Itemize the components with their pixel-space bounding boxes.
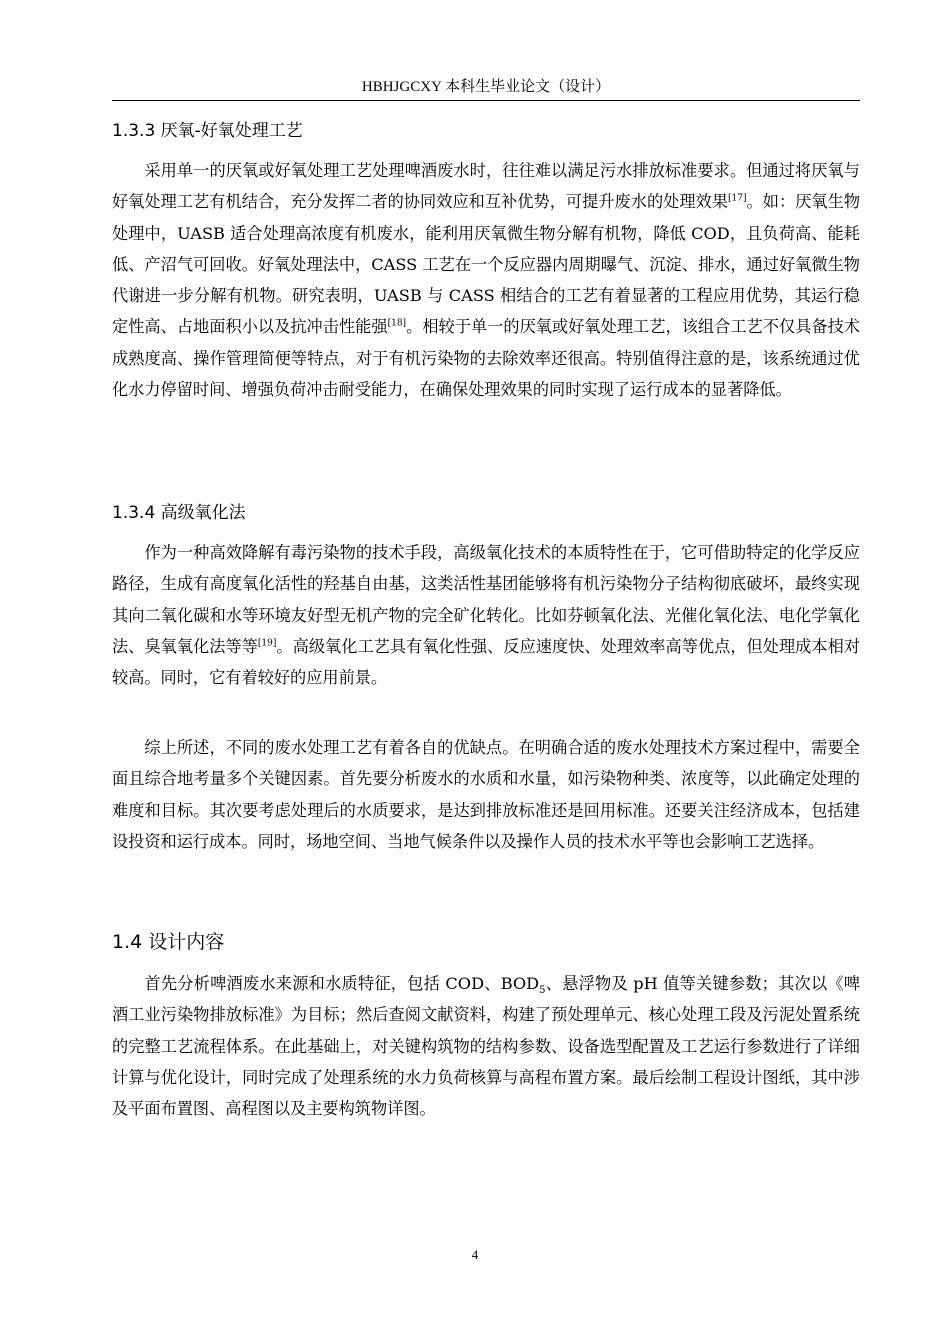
section-heading-1-3-3: 1.3.3 厌氧-好氧处理工艺 [112, 121, 303, 141]
paragraph-text: 。高级氧化工艺具有氧化性强、反应速度快、处理效率高等优点，但处理成本相对较高。同时，它有着较好的应用前景。 [112, 636, 861, 688]
paragraph-advanced-oxidation [112, 537, 860, 693]
paragraph-text: 。相较于单一的厌氧或好氧处理工艺，该组合工艺不仅具备技术成熟度高、操作管理简便等特点，对于有机污染物的去除效率还很高。特别值得注意的是，该系统通过优化水力停留时间、增强负荷冲击耐受能力，在确保处理效果的同时实现了运行成本的显著降低。 [112, 317, 860, 400]
citation-ref: [18] [387, 319, 407, 330]
header-divider [112, 100, 860, 101]
paragraph-text: 、悬浮物及 pH 值等关键参数；其次以《啤酒工业污染物排放标准》为目标；然后查阅文献资料，构建了预处理单元、核心处理工段及污泥处置系统的完整工艺流程体系。在此基础上，对关键构筑物的结构参数、设备选型配置及工艺运行参数进行了详细计算与优化设计，同时完成了处理系统的水力负荷核算与高程布置方案。最后绘制工程设计图纸，其中涉及平面布置图、高程图以及主要构筑物详图。 [112, 974, 860, 1119]
page-number: 4 [471, 1247, 479, 1262]
citation-ref: [17] [728, 193, 747, 204]
paragraph-text: 作为一种高效降解有毒污染物的技术手段，高级氧化技术的本质特性在于，它可借助特定的化学反应路径，生成有高度氧化活性的羟基自由基，这类活性基团能够将有机污染物分子结构彻底破坏，最终实现其向二氧化碳和水等环境友好型无机产物的完全矿化转化。比如芬顿氧化法、光催化氧化法、电化学氧化法、臭氧氧化法等等 [112, 543, 860, 656]
paragraph-text: 首先分析啤酒废水来源和水质特征，包括 COD、BOD [144, 974, 540, 993]
citation-ref: [19] [257, 638, 277, 649]
paragraph-text: 采用单一的厌氧或好氧处理工艺处理啤酒废水时，往往难以满足污水排放标准要求。但通过将厌氧与好氧处理工艺有机结合，充分发挥二者的协同效应和互补优势，可提升废水的处理效果 [112, 161, 860, 212]
paragraph-design-content [112, 968, 860, 1124]
paragraph-summary: 综上所述，不同的废水处理工艺有着各自的优缺点。在明确合适的废水处理技术方案过程中，需要全面且综合地考量多个关键因素。首先要分析废水的水质和水量，如污染物种类、浓度等，以此确定处理的难度和目标。其次要考虑处理后的水质要求，是达到排放标准还是回用标准。还要关注经济成本，包括建设投资和运行成本。同时，场地空间、当地气候条件以及操作人员的技术水平等也会影响工艺选择。 [112, 738, 860, 851]
subscript: 5 [539, 985, 546, 997]
paragraph-anaerobic-aerobic [112, 155, 860, 405]
paragraph-text: 。如：厌氧生物处理中，UASB 适合处理高浓度有机废水，能利用厌氧微生物分解有机物，降低 COD，且负荷高、能耗低、产沼气可回收。好氧处理法中，CASS 工艺在一个反应器内周期曝气、沉淀、排水，通过好氧微生物代谢进一步分解有机物。研究表明，UASB 与 CASS 相结合的工艺有着显著的工程应用优势，其运行稳定性高、占地面积小以及抗冲击性能强 [112, 192, 861, 337]
section-heading-1-4: 1.4 设计内容 [112, 931, 225, 953]
section-heading-1-3-4: 1.3.4 高级氧化法 [112, 503, 246, 523]
running-header: HBHJGCXY 本科生毕业论文（设计） [361, 79, 611, 95]
